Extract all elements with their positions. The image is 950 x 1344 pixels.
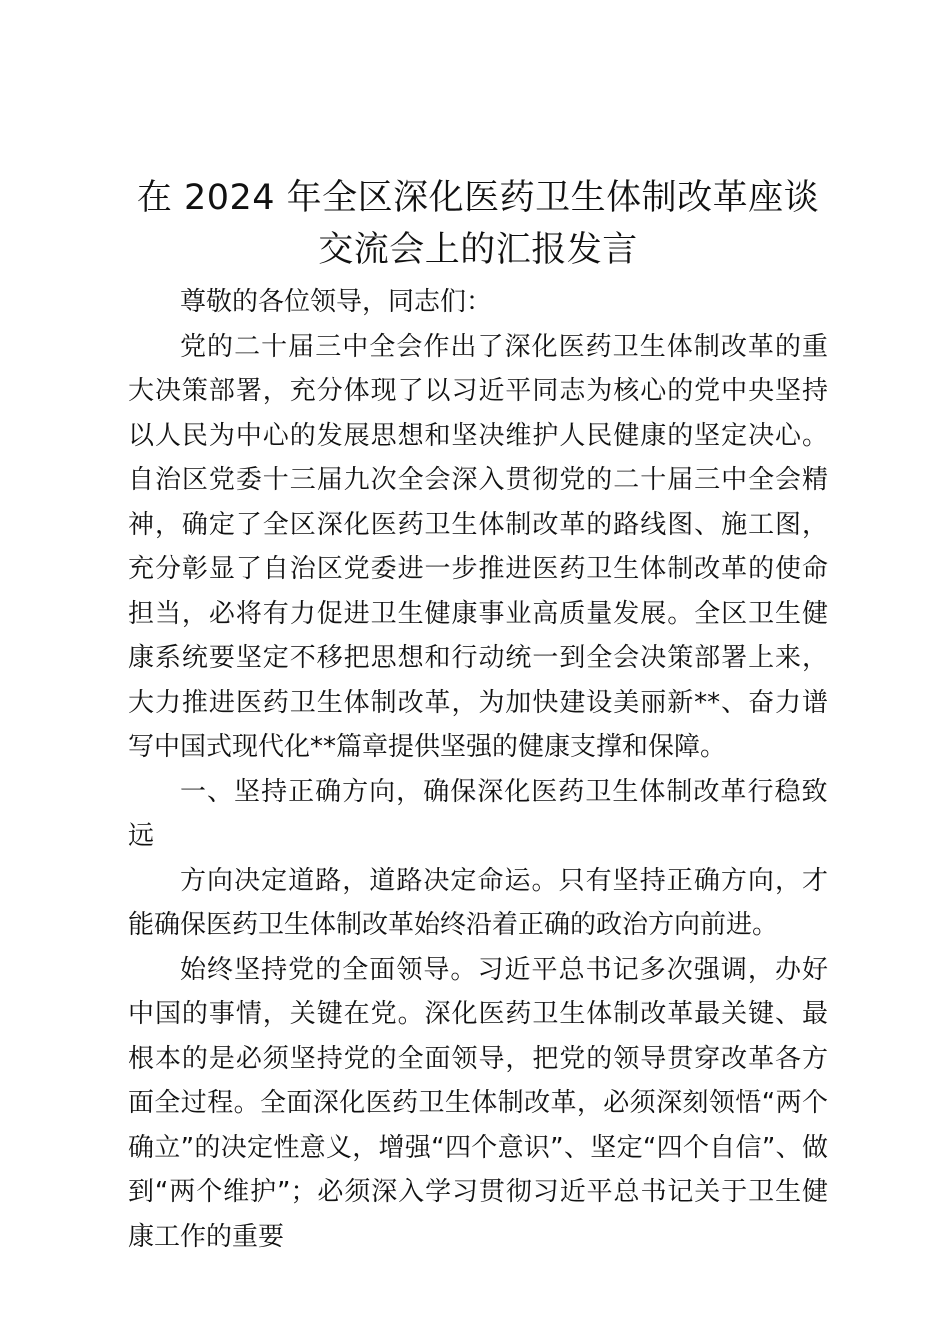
document-title: 在 2024 年全区深化医药卫生体制改革座谈交流会上的汇报发言 bbox=[136, 178, 820, 270]
salutation: 尊敬的各位领导，同志们： bbox=[180, 287, 493, 317]
paragraph-leadership: 始终坚持党的全面领导。习近平总书记多次强调，办好中国的事情，关键在党。深化医药卫生体制改革最关键、最根本的是必须坚持党的全面领导，把党的领导贯穿改革各方面全过程。全面深化医药卫生体制改革，必须深刻领悟“两个确立”的决定性意义，增强“四个意识”、坚定“四个自信”、做到“两个维护”；必须深入学习贯彻习近平总书记关于卫生健康工作的重要 bbox=[128, 954, 828, 1252]
paragraph-direction: 方向决定道路，道路决定命运。只有坚持正确方向，才能确保医药卫生体制改革始终沿着正确的政治方向前进。 bbox=[128, 865, 828, 940]
document-content bbox=[128, 172, 828, 1259]
paragraph-intro: 党的二十届三中全会作出了深化医药卫生体制改革的重大决策部署，充分体现了以习近平同志为核心的党中央坚持以人民为中心的发展思想和坚决维护人民健康的坚定决心。自治区党委十三届九次全会深入贯彻党的二十届三中全会精神，确定了全区深化医药卫生体制改革的路线图、施工图，充分彰显了自治区党委进一步推进医药卫生体制改革的使命担当，必将有力促进卫生健康事业高质量发展。全区卫生健康系统要坚定不移把思想和行动统一到全会决策部署上来，大力推进医药卫生体制改革，为加快建设美丽新**、奋力谱写中国式现代化**篇章提供坚强的健康支撑和保障。 bbox=[128, 331, 828, 762]
document-body bbox=[128, 280, 828, 1259]
section-heading-1: 一、坚持正确方向，确保深化医药卫生体制改革行稳致远 bbox=[128, 776, 828, 851]
